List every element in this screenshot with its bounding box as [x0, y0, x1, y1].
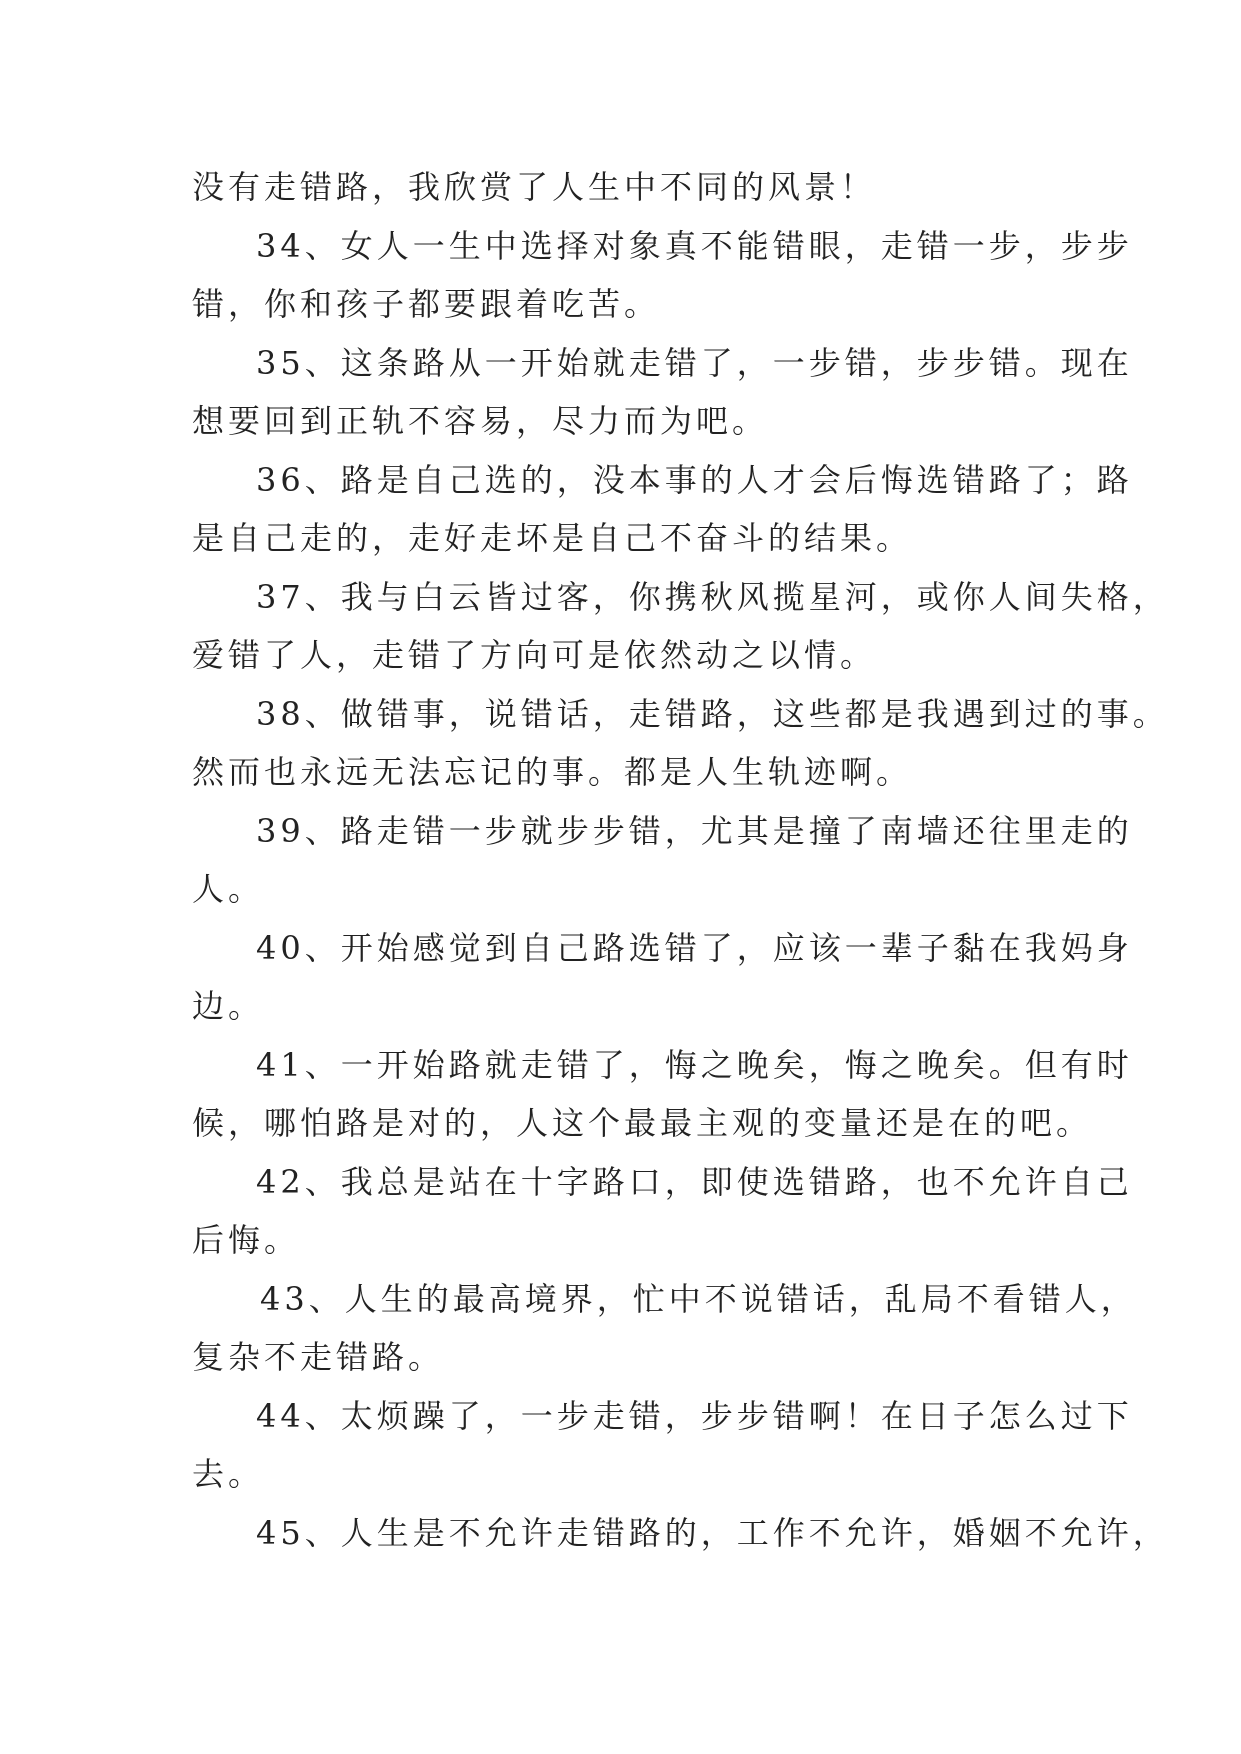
text-line: 41、一开始路就走错了，悔之晚矣，悔之晚矣。但有时 [256, 1045, 1133, 1084]
text-line: 37、我与白云皆过客，你携秋风揽星河，或你人间失格， [256, 577, 1169, 616]
text-line: 没有走错路，我欣赏了人生中不同的风景！ [192, 168, 877, 206]
text-line: 人。 [192, 870, 265, 908]
text-line: 39、路走错一步就步步错，尤其是撞了南墙还往里走的 [256, 811, 1133, 850]
text-line: 43、人生的最高境界，忙中不说错话，乱局不看错人， [260, 1279, 1137, 1318]
text-line: 42、我总是站在十字路口，即使选错路，也不允许自己 [256, 1162, 1133, 1201]
text-line: 36、路是自己选的，没本事的人才会后悔选错路了；路 [256, 460, 1133, 499]
text-line: 34、女人一生中选择对象真不能错眼，走错一步，步步 [256, 226, 1133, 265]
text-line: 后悔。 [192, 1221, 301, 1259]
text-line: 候，哪怕路是对的，人这个最最主观的变量还是在的吧。 [192, 1104, 1093, 1142]
text-line: 复杂不走错路。 [192, 1338, 445, 1376]
text-line: 40、开始感觉到自己路选错了，应该一辈子黏在我妈身 [256, 928, 1133, 967]
text-line: 45、人生是不允许走错路的，工作不允许，婚姻不允许， [256, 1513, 1169, 1552]
document-body [192, 158, 1169, 1562]
text-line: 44、太烦躁了，一步走错，步步错啊！在日子怎么过下 [256, 1396, 1133, 1435]
text-line: 是自己走的，走好走坏是自己不奋斗的结果。 [192, 519, 913, 557]
text-line: 错，你和孩子都要跟着吃苦。 [192, 285, 661, 323]
text-line: 38、做错事，说错话，走错路，这些都是我遇到过的事。 [256, 694, 1169, 733]
text-line: 边。 [192, 987, 265, 1025]
text-line: 想要回到正轨不容易，尽力而为吧。 [192, 402, 769, 440]
text-line: 爱错了人，走错了方向可是依然动之以情。 [192, 636, 877, 674]
text-line: 35、这条路从一开始就走错了，一步错，步步错。现在 [256, 343, 1133, 382]
text-line: 然而也永远无法忘记的事。都是人生轨迹啊。 [192, 753, 913, 791]
text-line: 去。 [192, 1455, 265, 1493]
